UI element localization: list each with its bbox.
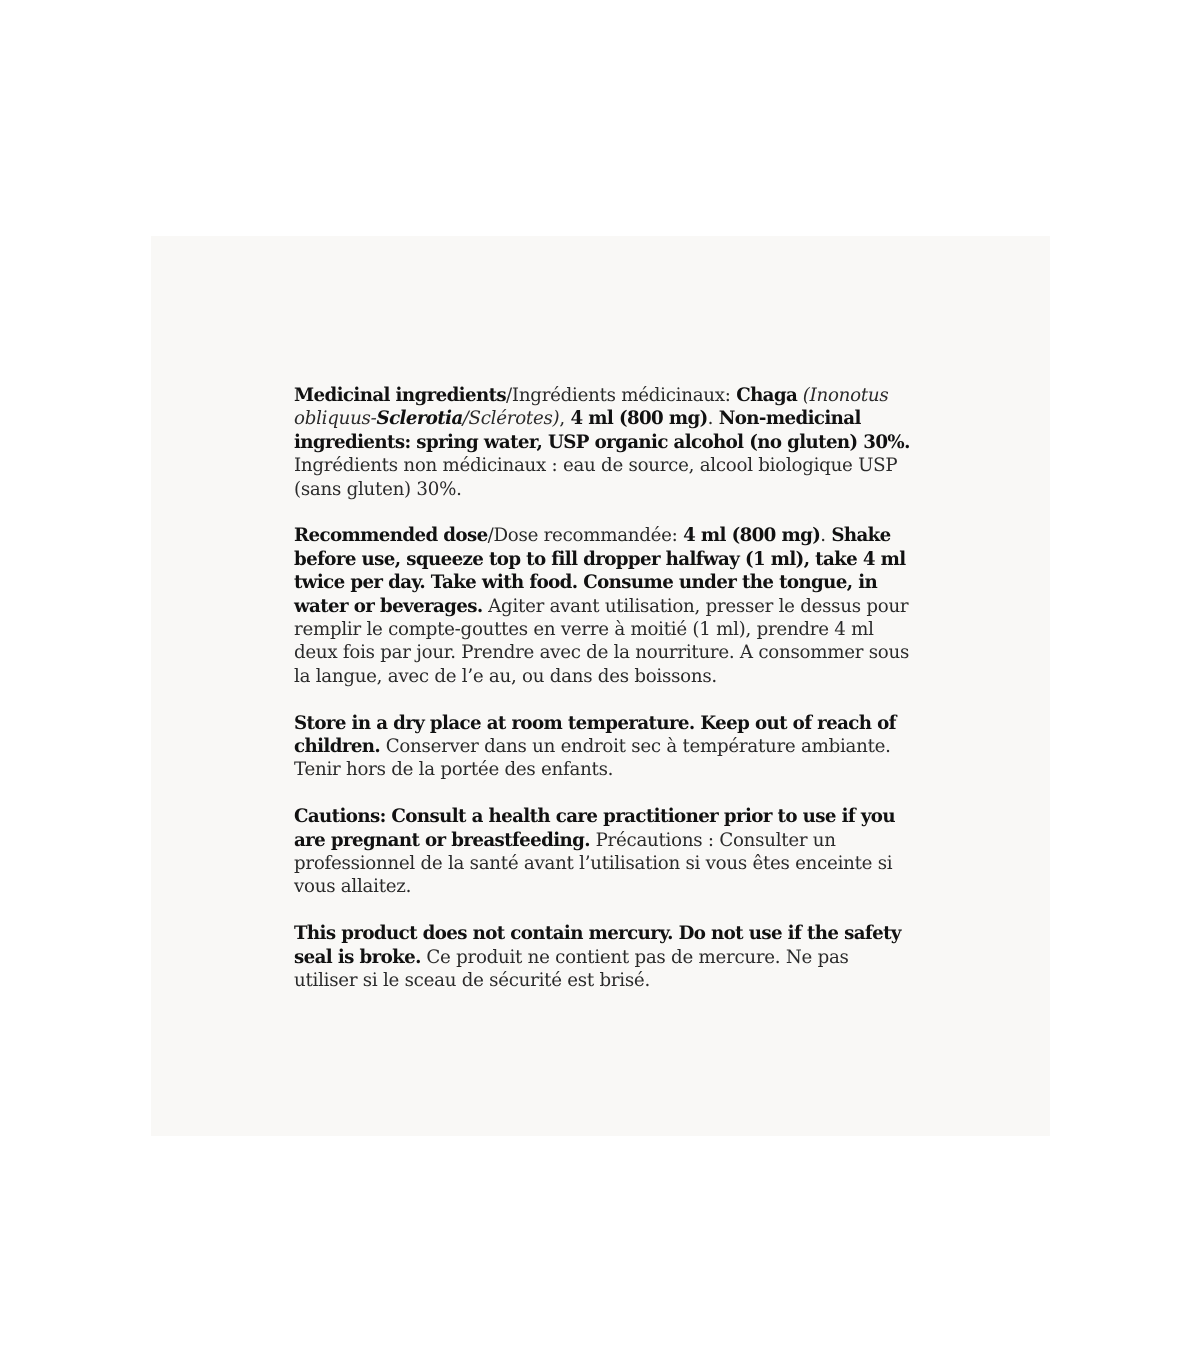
dose-paragraph: [294, 524, 914, 688]
storage-paragraph: [294, 712, 914, 782]
dose-directions: Shake before use, squeeze top to fill dropper halfway (1 ml), take 4 ml twice per day. Take with food. Consume under the tongue, in water or beverages.: [294, 525, 906, 617]
separator: .: [820, 525, 832, 547]
separator: .: [707, 408, 719, 430]
storage-directions: Store in a dry place at room temperature. Keep out of reach of children.: [294, 712, 896, 758]
dose-heading-fr: /Dose recommandée:: [487, 525, 684, 547]
ingredients-paragraph: [294, 384, 914, 501]
dose-directions-fr: Agiter avant utilisation, presser le dessus pour remplir le compte-gouttes en verre à moitié (1 ml), prendre 4 ml deux fois par jour. Prendre avec de la nourriture. A consommer sous la langue, avec de l’e au, ou dans des boissons.: [294, 595, 910, 687]
ingredient-latin-name: (Inonotus obliquus-: [294, 385, 889, 430]
ingredients-heading-fr: /Ingrédients médicinaux:: [506, 385, 737, 406]
separator: ,: [559, 408, 571, 430]
cautions-text: Cautions: Consult a health care practitioner prior to use if you are pregnant or breastfeeding.: [294, 806, 895, 851]
mercury-warning-fr: Ce produit ne contient pas de mercure. Ne pas utiliser si le sceau de sécurité est brisé.: [294, 946, 849, 992]
mercury-warning: This product does not contain mercury. Do not use if the safety seal is broke.: [294, 923, 901, 968]
ingredient-amount: 4 ml (800 mg): [570, 408, 708, 430]
dose-heading: Recommended dose: [294, 525, 488, 547]
ingredients-heading: Medicinal ingredients: [294, 385, 507, 406]
ingredient-part-fr: /Sclérotes): [462, 408, 560, 430]
non-medicinal-ingredients-fr: Ingrédients non médicinaux : eau de source, alcool biologique USP (sans gluten) 30%.: [294, 455, 898, 500]
ingredient-name: Chaga: [736, 385, 798, 406]
ingredient-part: Sclerotia: [376, 408, 463, 430]
label-text-block: [294, 384, 914, 1016]
cautions-text-fr: Précautions : Consulter un professionnel de la santé avant l’utilisation si vous êtes enceinte si vous allaitez.: [294, 829, 893, 898]
cautions-paragraph: [294, 805, 914, 899]
non-medicinal-ingredients: Non-medicinal ingredients: spring water, USP organic alcohol (no gluten) 30%.: [294, 408, 910, 453]
mercury-paragraph: [294, 922, 914, 992]
label-panel: [151, 236, 1050, 1136]
dose-amount: 4 ml (800 mg): [683, 525, 821, 547]
storage-directions-fr: Conserver dans un endroit sec à température ambiante. Tenir hors de la portée des enfants.: [294, 736, 891, 781]
